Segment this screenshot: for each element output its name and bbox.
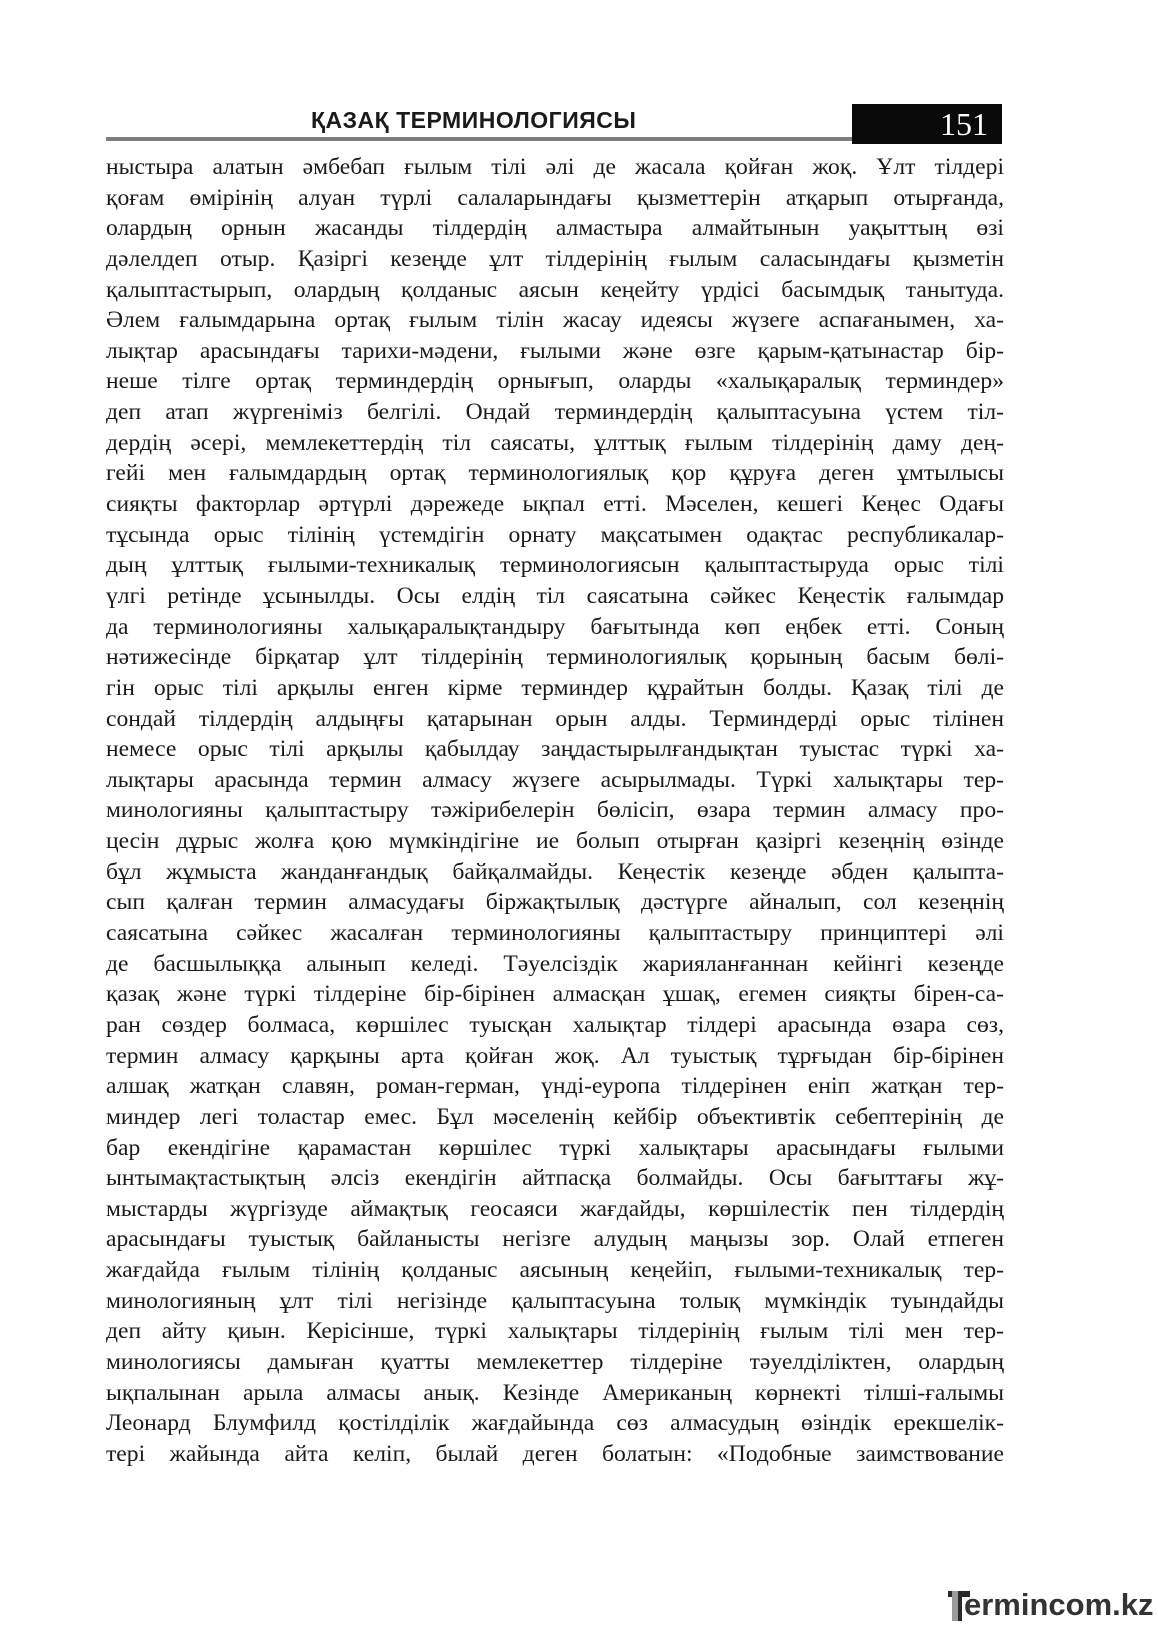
text-line: дәлелдеп отыр. Қазіргі кезеңде ұлт тілдерінің ғылым саласындағы қызметін bbox=[106, 245, 1004, 272]
text-line: да терминологияны халықаралықтандыру бағытында көп еңбек етті. Соның bbox=[106, 613, 1004, 640]
text-line: минологияны қалыптастыру тәжірибелерін бөлісіп, өзара термин алмасу про- bbox=[106, 797, 1004, 824]
text-line: лықтары арасында термин алмасу жүзеге асырылмады. Түркі халықтары тер- bbox=[106, 766, 1004, 793]
text-line: неше тілге ортақ терминдердің орнығып, оларды «халықаралық терминдер» bbox=[106, 368, 1004, 395]
text-line: деп атап жүргеніміз белгілі. Ондай терминдердің қалыптасуына үстем тіл- bbox=[106, 399, 1004, 426]
text-line: минологиясы дамыған қуатты мемлекеттер тілдеріне тәуелділіктен, олардың bbox=[106, 1348, 1004, 1375]
text-line: қоғам өмірінің алуан түрлі салаларындағы қызметтерін атқарып отырғанда, bbox=[106, 184, 1004, 211]
text-line: ран сөздер болмаса, көршілес туысқан халықтар тілдері арасында өзара сөз, bbox=[106, 1011, 1004, 1038]
text-line: сып қалған термин алмасудағы біржақтылық дәстүрге айналып, сол кезеңнің bbox=[106, 889, 1004, 916]
text-line: де басшылыққа алынып келеді. Тәуелсіздік жарияланғаннан кейінгі кезеңде bbox=[106, 950, 1004, 977]
text-line: бұл жұмыста жанданғандық байқалмайды. Кеңестік кезеңде әбден қалыпта- bbox=[106, 858, 1004, 885]
text-line: жағдайда ғылым тілінің қолданыс аясының кеңейіп, ғылыми-техникалық тер- bbox=[106, 1257, 1004, 1284]
text-line: ныстыра алатын әмбебап ғылым тілі әлі де жасала қойған жоқ. Ұлт тілдері bbox=[106, 154, 1004, 180]
text-line: немесе орыс тілі арқылы қабылдау заңдастырылғандықтан туыстас түркі ха- bbox=[106, 736, 1004, 763]
running-header-title: ҚАЗАҚ ТЕРМИНОЛОГИЯСЫ bbox=[311, 107, 637, 133]
text-line: Әлем ғалымдарына ортақ ғылым тілін жасау идеясы жүзеге аспағанымен, ха- bbox=[106, 307, 1004, 334]
text-line: термин алмасу қарқыны арта қойған жоқ. Ал туыстық тұрғыдан бір-бірінен bbox=[106, 1042, 1004, 1069]
text-line: дың ұлттық ғылыми-техникалық терминологиясын қалыптастыруда орыс тілі bbox=[106, 552, 1004, 579]
watermark bbox=[946, 1585, 1156, 1629]
text-line: дердің әсері, мемлекеттердің тіл саясаты, ұлттық ғылым тілдерінің даму дең- bbox=[106, 429, 1004, 456]
watermark-text: ermincom.kz bbox=[964, 1587, 1154, 1622]
text-line: миндер легі толастар емес. Бұл мәселенің кейбір объективтік себептерінің де bbox=[106, 1103, 1004, 1130]
text-line: қалыптастырып, олардың қолданыс аясын кеңейту үрдісі басымдық танытуда. bbox=[106, 276, 1004, 303]
text-line: ынтымақтастықтың әлсіз екендігін айтпасқа болмайды. Осы бағыттағы жұ- bbox=[106, 1165, 1004, 1192]
text-line: сондай тілдердің алдыңғы қатарынан орын алды. Терминдерді орыс тілінен bbox=[106, 705, 1004, 732]
text-line: алшақ жатқан славян, роман-герман, үнді-еуропа тілдерінен еніп жатқан тер- bbox=[106, 1073, 1004, 1100]
text-line: саясатына сәйкес жасалған терминологияны қалыптастыру принциптері әлі bbox=[106, 920, 1004, 947]
text-line: мыстарды жүргізуде аймақтық геосаяси жағдайды, көршілестік пен тілдердің bbox=[106, 1195, 1004, 1222]
text-line: цесін дұрыс жолға қою мүмкіндігіне ие болып отырған қазіргі кезеңнің өзінде bbox=[106, 828, 1004, 855]
header-rule bbox=[106, 137, 852, 141]
text-line: гейі мен ғалымдардың ортақ терминологиялық қор құруға деген ұмтылысы bbox=[106, 460, 1004, 487]
running-header bbox=[106, 104, 1002, 148]
page-number: 151 bbox=[852, 104, 1002, 144]
text-line: үлгі ретінде ұсынылды. Осы елдің тіл саясатына сәйкес Кеңестік ғалымдар bbox=[106, 582, 1004, 609]
text-line: минологияның ұлт тілі негізінде қалыптасуына толық мүмкіндік туындайды bbox=[106, 1287, 1004, 1314]
text-line: тері жайында айта келіп, былай деген болатын: «Подобные заимствование bbox=[106, 1440, 1004, 1467]
text-line: Леонард Блумфилд қостілділік жағдайында сөз алмасудың өзіндік ерекшелік- bbox=[106, 1410, 1004, 1437]
text-line: арасындағы туыстық байланысты негізге алудың маңызы зор. Олай етпеген bbox=[106, 1226, 1004, 1253]
text-line: сияқты факторлар әртүрлі дәрежеде ықпал етті. Мәселен, кешегі Кеңес Одағы bbox=[106, 491, 1004, 518]
body-text bbox=[106, 152, 1004, 1470]
text-line: деп айту қиын. Керісінше, түркі халықтары тілдерінің ғылым тілі мен тер- bbox=[106, 1318, 1004, 1345]
text-line: қазақ және түркі тілдеріне бір-бірінен алмасқан ұшақ, егемен сияқты бірен-са- bbox=[106, 981, 1004, 1008]
text-line: бар екендігіне қарамастан көршілес түркі халықтары арасындағы ғылыми bbox=[106, 1134, 1004, 1161]
text-line: лықтар арасындағы тарихи-мәдени, ғылыми және өзге қарым-қатынастар бір- bbox=[106, 337, 1004, 364]
text-line: олардың орнын жасанды тілдердің алмастыра алмайтынын уақыттың өзі bbox=[106, 215, 1004, 242]
text-line: тұсында орыс тілінің үстемдігін орнату мақсатымен одақтас республикалар- bbox=[106, 521, 1004, 548]
text-line: нәтижесінде бірқатар ұлт тілдерінің терминологиялық қорының басым бөлі- bbox=[106, 644, 1004, 671]
text-line: ықпалынан арыла алмасы анық. Кезінде Американың көрнекті тілші-ғалымы bbox=[106, 1379, 1004, 1406]
text-line: гін орыс тілі арқылы енген кірме терминдер құрайтын болды. Қазақ тілі де bbox=[106, 674, 1004, 701]
